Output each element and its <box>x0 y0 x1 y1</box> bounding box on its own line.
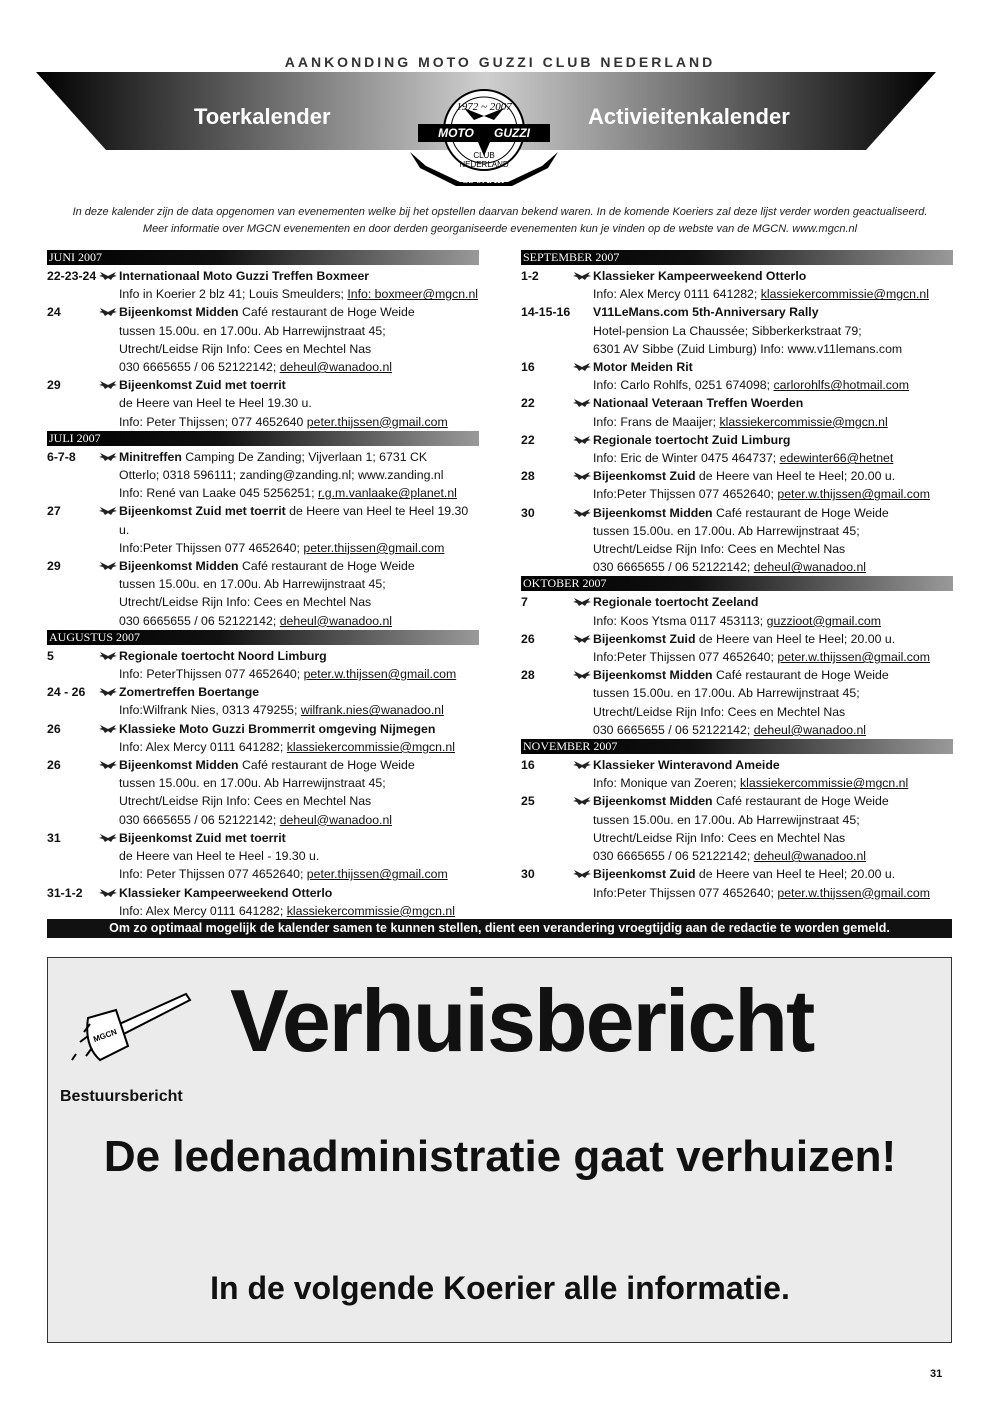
event-info-line <box>119 738 479 756</box>
event-title: Zomertreffen Boertange <box>119 685 260 700</box>
info-text: 030 6665655 / 06 52122142; <box>119 360 280 375</box>
event-info-line <box>593 558 953 576</box>
event-title-line <box>593 467 953 485</box>
event-location: de Heere van Heel te Heel; 20.00 u. <box>695 631 896 646</box>
event-date: 6-7-8 <box>47 449 76 464</box>
svg-text:1972 ~ 2007: 1972 ~ 2007 <box>456 101 512 113</box>
info-text: Info: Carlo Rohlfs, 0251 674098; <box>593 378 774 393</box>
event-title-line <box>593 267 953 285</box>
contact-link[interactable]: deheul@wanadoo.nl <box>753 560 867 575</box>
eagle-icon <box>99 267 119 303</box>
event-date: 24 - 26 <box>47 685 86 700</box>
eagle-icon <box>99 884 119 920</box>
event-title: Klassieker Kampeerweekend Otterlo <box>593 269 807 283</box>
event-entry <box>47 884 479 920</box>
event-date: 22 <box>521 432 535 447</box>
event-date: 29 <box>47 378 61 393</box>
event-body <box>119 502 479 557</box>
event-entry <box>47 647 479 683</box>
event-location: Café restaurant de Hoge Weide <box>712 794 889 809</box>
event-date: 27 <box>47 504 61 519</box>
event-info-line <box>593 540 953 558</box>
event-title: Klassieke Moto Guzzi Brommerrit omgeving Nijmegen <box>119 721 436 736</box>
info-text: Info: PeterThijssen 077 4652640; <box>119 667 304 682</box>
event-title-line <box>593 593 953 611</box>
info-text: Utrecht/Leidse Rijn Info: Cees en Mechtel Nas <box>119 341 372 356</box>
event-body <box>593 630 953 666</box>
svg-text:MOTO: MOTO <box>438 126 474 140</box>
event-title: Klassieker Winteravond Ameide <box>593 758 780 773</box>
event-date: 14-15-16 <box>521 305 571 320</box>
event-title: Nationaal Veteraan Treffen Woerden <box>593 396 804 411</box>
eagle-icon <box>573 792 593 865</box>
event-info-line <box>119 665 479 683</box>
event-info-line <box>119 285 479 303</box>
event-entry <box>521 865 953 901</box>
contact-link[interactable]: klassiekercommissie@mgcn.nl <box>760 287 930 302</box>
eagle-icon <box>99 756 119 829</box>
eagle-icon <box>573 865 593 901</box>
intro-text <box>40 204 960 238</box>
event-location: de Heere van Heel te Heel; 20.00 u. <box>695 469 896 484</box>
contact-link[interactable]: peter.w.thijssen@gmail.com <box>777 487 930 502</box>
event-info-line <box>593 485 953 503</box>
event-title: Bijeenkomst Zuid met toerrit <box>119 378 286 393</box>
event-location: Café restaurant de Hoge Weide <box>238 758 415 773</box>
contact-link[interactable]: r.g.m.vanlaake@planet.nl <box>317 486 457 501</box>
info-text: Info:Peter Thijssen 077 4652640; <box>119 540 304 555</box>
event-info-line <box>119 701 479 719</box>
event-body <box>119 557 479 630</box>
event-body <box>593 865 953 901</box>
event-info-line <box>593 340 953 358</box>
eagle-icon <box>573 267 593 303</box>
info-text: Info in Koerier 2 blz 41; Louis Smeulders; <box>119 287 348 302</box>
event-info-line <box>119 484 479 502</box>
info-text: Info:Peter Thijssen 077 4652640; <box>593 650 778 665</box>
contact-link[interactable]: deheul@wanadoo.nl <box>753 722 867 737</box>
event-title: Bijeenkomst Midden <box>593 505 713 520</box>
event-title-line <box>593 504 953 522</box>
eagle-icon <box>99 376 119 431</box>
icon-spacer <box>573 303 593 358</box>
event-info-line <box>593 703 953 721</box>
event-title: Motor Meiden Rit <box>593 360 693 375</box>
event-body <box>119 376 479 431</box>
svg-text:MGCN: MGCN <box>92 1027 119 1045</box>
event-date: 31 <box>47 830 61 845</box>
event-date: 28 <box>521 469 535 484</box>
page-heading: AANKONDING MOTO GUZZI CLUB NEDERLAND <box>284 54 716 70</box>
event-body <box>593 431 953 467</box>
contact-link[interactable]: klassiekercommissie@mgcn.nl <box>739 776 909 791</box>
event-body <box>119 829 479 884</box>
event-title: Bijeenkomst Midden <box>119 305 239 320</box>
contact-link[interactable]: peter.w.thijssen@gmail.com <box>777 885 930 900</box>
event-title-line <box>593 666 953 684</box>
contact-link[interactable]: guzzioot@gmail.com <box>766 613 881 628</box>
info-text: 030 6665655 / 06 52122142; <box>119 613 280 628</box>
event-title-line <box>119 303 479 321</box>
eagle-icon <box>99 720 119 756</box>
event-title-line <box>119 756 479 774</box>
event-entry <box>521 792 953 865</box>
club-logo <box>404 86 564 190</box>
eagle-icon <box>573 593 593 629</box>
event-body <box>593 666 953 739</box>
event-title: Bijeenkomst Zuid met toerrit <box>119 504 286 519</box>
event-title: Bijeenkomst Midden <box>593 668 713 683</box>
event-title: Bijeenkomst Zuid <box>593 631 696 646</box>
event-info-line <box>119 792 479 810</box>
event-body <box>593 358 953 394</box>
month-header: JUNI 2007 <box>47 250 479 265</box>
event-info-line <box>593 449 953 467</box>
event-info-line <box>593 684 953 702</box>
event-location: de Heere van Heel te Heel 19.30 u. <box>119 504 469 537</box>
event-date: 22 <box>521 396 535 411</box>
event-info-line <box>593 847 953 865</box>
event-title: Internationaal Moto Guzzi Treffen Boxmeer <box>119 269 370 283</box>
event-entry <box>521 303 953 358</box>
event-title-line <box>593 303 953 321</box>
info-text: tussen 15.00u. en 17.00u. Ab Harrewijnstraat 45; <box>119 323 386 338</box>
eagle-icon <box>573 394 593 430</box>
event-info-line <box>119 539 479 557</box>
info-text: 030 6665655 / 06 52122142; <box>119 812 280 827</box>
info-text: Info: Koos Ytsma 0117 453113; <box>593 613 767 628</box>
event-info-line <box>119 865 479 883</box>
info-text: 030 6665655 / 06 52122142; <box>593 722 754 737</box>
info-text: Info: Alex Mercy 0111 641282; <box>593 287 761 302</box>
info-text: 030 6665655 / 06 52122142; <box>593 849 754 864</box>
event-date: 1-2 <box>521 269 539 283</box>
contact-link[interactable]: peter.thijssen@gmail.com <box>303 540 445 555</box>
event-entry <box>47 303 479 376</box>
info-text: Info: Eric de Winter 0475 464737; <box>593 451 780 466</box>
event-location: Café restaurant de Hoge Weide <box>238 305 415 320</box>
info-text: Info:Peter Thijssen 077 4652640; <box>593 885 778 900</box>
event-body <box>119 303 479 376</box>
event-info-line <box>593 376 953 394</box>
event-location: Café restaurant de Hoge Weide <box>712 668 889 683</box>
contact-link[interactable]: deheul@wanadoo.nl <box>279 360 393 375</box>
info-text: tussen 15.00u. en 17.00u. Ab Harrewijnstraat 45; <box>593 812 860 827</box>
event-title: Bijeenkomst Zuid <box>593 867 696 882</box>
info-text: Utrecht/Leidse Rijn Info: Cees en Mechtel Nas <box>119 794 372 809</box>
info-text: Info: Peter Thijssen 077 4652640; <box>119 867 307 882</box>
event-info-line <box>119 774 479 792</box>
event-title-line <box>119 884 479 902</box>
event-title-line <box>119 502 479 538</box>
event-body <box>593 394 953 430</box>
event-body <box>593 267 953 303</box>
event-entry <box>47 756 479 829</box>
contact-link[interactable]: carlorohlfs@hotmail.com <box>773 378 909 393</box>
contact-link[interactable]: klassiekercommissie@mgcn.nl <box>719 414 888 429</box>
info-text: 030 6665655 / 06 52122142; <box>593 560 754 575</box>
info-text: Utrecht/Leidse Rijn Info: Cees en Mechtel Nas <box>119 595 372 610</box>
info-text: Otterlo; 0318 596111; zanding@zanding.nl; www.zanding.nl <box>119 468 444 483</box>
announcement-category: Bestuursbericht <box>60 1088 183 1105</box>
announcement-heading: Verhuisbericht <box>230 971 814 1070</box>
eagle-icon <box>573 630 593 666</box>
event-date: 16 <box>521 758 535 773</box>
contact-link[interactable]: klassiekercommissie@mgcn.nl <box>286 739 456 754</box>
contact-link[interactable]: Info: boxmeer@mgcn.nl <box>347 287 479 302</box>
event-body <box>119 683 479 719</box>
event-title-line <box>593 394 953 412</box>
event-entry <box>521 358 953 394</box>
event-info-line <box>119 413 479 431</box>
event-body <box>593 303 953 358</box>
event-info-line <box>119 575 479 593</box>
eagle-icon <box>99 448 119 503</box>
event-date: 16 <box>521 360 535 375</box>
event-info-line <box>593 322 953 340</box>
event-title: Bijeenkomst Midden <box>119 758 239 773</box>
event-date: 22-23-24 <box>47 269 97 283</box>
intro-line-1: In deze kalender zijn de data opgenomen van evenementen welke bij het opstellen daarvan bekend waren. In de komende Koeriers zal deze lijst verder worden geactualiseerd. <box>72 206 928 218</box>
event-title-line <box>119 557 479 575</box>
event-title-line <box>593 865 953 883</box>
eagle-icon <box>573 431 593 467</box>
info-text: tussen 15.00u. en 17.00u. Ab Harrewijnstraat 45; <box>593 686 860 701</box>
event-info-line <box>119 340 479 358</box>
info-text: Info: René van Laake 045 5256251; <box>119 486 318 501</box>
event-date: 24 <box>47 305 61 320</box>
info-text: Info: Monique van Zoeren; <box>593 776 740 791</box>
info-text: Info: Alex Mercy 0111 641282; <box>119 739 287 754</box>
eagle-icon <box>99 829 119 884</box>
event-info-line <box>593 884 953 902</box>
month-header: JULI 2007 <box>47 431 479 446</box>
info-text: Info:Peter Thijssen 077 4652640; <box>593 487 778 502</box>
event-date: 26 <box>521 631 535 646</box>
event-title-line <box>119 647 479 665</box>
info-text: de Heere van Heel te Heel 19.30 u. <box>119 396 312 411</box>
contact-link[interactable]: peter.thijssen@gmail.com <box>306 867 448 882</box>
event-body <box>119 267 479 303</box>
eagle-icon <box>573 504 593 577</box>
event-title: Regionale toertocht Zeeland <box>593 595 759 610</box>
toerkalender-title: Toerkalender <box>194 104 331 129</box>
axe-icon <box>66 990 192 1082</box>
event-title: Bijeenkomst Zuid <box>593 469 696 484</box>
event-entry <box>47 683 479 719</box>
contact-link[interactable]: edewinter66@hetnet <box>779 451 894 466</box>
event-date: 29 <box>47 559 61 574</box>
event-entry <box>521 593 953 629</box>
event-body <box>119 884 479 920</box>
event-body <box>119 756 479 829</box>
event-info-line <box>593 413 953 431</box>
event-date: 30 <box>521 867 535 882</box>
event-title: Bijeenkomst Midden <box>593 794 713 809</box>
event-entry <box>47 502 479 557</box>
event-info-line <box>593 721 953 739</box>
contact-link[interactable]: peter.thijssen@gmail.com <box>306 414 448 429</box>
event-body <box>593 467 953 503</box>
svg-text:CLUB: CLUB <box>473 151 495 160</box>
eagle-icon <box>573 467 593 503</box>
event-title-line <box>593 756 953 774</box>
event-date: 31-1-2 <box>47 885 83 900</box>
info-text: tussen 15.00u. en 17.00u. Ab Harrewijnstraat 45; <box>119 776 386 791</box>
event-date: 30 <box>521 505 535 520</box>
calendar-right-column <box>521 250 953 902</box>
activiteitenkalender-title: Activieitenkalender <box>588 104 790 129</box>
event-info-line <box>119 394 479 412</box>
event-body <box>593 792 953 865</box>
info-text: Utrecht/Leidse Rijn Info: Cees en Mechtel Nas <box>593 830 846 845</box>
event-info-line <box>119 466 479 484</box>
intro-line-2: Meer informatie over MGCN evenementen en door derden georganiseerde evenementen kun je vinden op de webste van de MGCN. www.mgcn.nl <box>142 223 858 235</box>
event-title: Bijeenkomst Zuid met toerrit <box>119 830 286 845</box>
event-info-line <box>593 774 953 792</box>
event-title-line <box>119 376 479 394</box>
event-title: Bijeenkomst Midden <box>119 559 239 574</box>
event-info-line <box>119 811 479 829</box>
month-header: AUGUSTUS 2007 <box>47 630 479 645</box>
contact-link[interactable]: wilfrank.nies@wanadoo.nl <box>300 703 444 718</box>
event-info-line <box>593 612 953 630</box>
contact-link[interactable]: deheul@wanadoo.nl <box>279 613 393 628</box>
event-entry <box>47 557 479 630</box>
info-text: 6301 AV Sibbe (Zuid Limburg) Info: www.v11lemans.com <box>593 341 903 356</box>
event-location: de Heere van Heel te Heel; 20.00 u. <box>695 867 896 882</box>
event-body <box>593 593 953 629</box>
event-title-line <box>119 720 479 738</box>
event-title: V11LeMans.com 5th-Anniversary Rally <box>593 305 819 320</box>
info-text: tussen 15.00u. en 17.00u. Ab Harrewijnstraat 45; <box>593 523 860 538</box>
svg-text:GUZZI: GUZZI <box>494 126 530 140</box>
eagle-icon <box>99 647 119 683</box>
contact-link[interactable]: peter.w.thijssen@gmail.com <box>303 667 457 682</box>
event-date: 25 <box>521 794 535 809</box>
event-info-line <box>593 285 953 303</box>
contact-link[interactable]: peter.w.thijssen@gmail.com <box>777 650 930 665</box>
contact-link[interactable]: deheul@wanadoo.nl <box>753 849 867 864</box>
info-text: Info: Alex Mercy 0111 641282; <box>119 903 287 918</box>
event-location: Café restaurant de Hoge Weide <box>712 505 889 520</box>
event-info-line <box>119 593 479 611</box>
info-text: tussen 15.00u. en 17.00u. Ab Harrewijnstraat 45; <box>119 577 386 592</box>
event-body <box>119 448 479 503</box>
info-text: Info: Frans de Maaijer; <box>593 414 720 429</box>
event-entry <box>47 720 479 756</box>
event-date: 26 <box>47 721 61 736</box>
event-info-line <box>119 358 479 376</box>
announcement-subline: In de volgende Koerier alle informatie. <box>210 1270 790 1306</box>
event-entry <box>521 756 953 792</box>
event-title: Klassieker Kampeerweekend Otterlo <box>119 885 333 900</box>
event-entry <box>521 431 953 467</box>
notice-bar: Om zo optimaal mogelijk de kalender samen te kunnen stellen, dient een verandering vroegtijdig aan de redactie te worden gemeld. <box>47 919 952 938</box>
event-entry <box>521 630 953 666</box>
eagle-icon <box>99 683 119 719</box>
eagle-icon <box>99 303 119 376</box>
event-title-line <box>593 358 953 376</box>
event-entry <box>521 666 953 739</box>
event-entry <box>521 467 953 503</box>
event-info-line <box>119 322 479 340</box>
info-text: Utrecht/Leidse Rijn Info: Cees en Mechtel Nas <box>593 704 846 719</box>
eagle-icon <box>573 666 593 739</box>
info-text: de Heere van Heel te Heel - 19.30 u. <box>119 849 320 864</box>
event-date: 7 <box>521 595 528 610</box>
event-title-line <box>119 683 479 701</box>
info-text: Info: Peter Thijssen; 077 4652640 <box>119 414 307 429</box>
event-date: 28 <box>521 668 535 683</box>
contact-link[interactable]: klassiekercommissie@mgcn.nl <box>286 903 456 918</box>
event-body <box>593 504 953 577</box>
calendar-left-column <box>47 250 479 920</box>
contact-link[interactable]: deheul@wanadoo.nl <box>279 812 393 827</box>
page-number: 31 <box>930 1368 943 1380</box>
announcement-headline: De ledenadministratie gaat verhuizen! <box>103 1132 897 1181</box>
event-title-line <box>119 829 479 847</box>
event-location: Camping De Zanding; Vijverlaan 1; 6731 CK <box>181 449 428 464</box>
event-info-line <box>593 648 953 666</box>
event-entry <box>521 504 953 577</box>
event-info-line <box>593 811 953 829</box>
eagle-icon <box>573 756 593 792</box>
event-title-line <box>593 792 953 810</box>
event-entry <box>47 448 479 503</box>
event-title-line <box>593 630 953 648</box>
event-entry <box>47 376 479 431</box>
event-location: Café restaurant de Hoge Weide <box>238 559 415 574</box>
event-info-line <box>119 612 479 630</box>
event-title: Regionale toertocht Noord Limburg <box>119 648 327 663</box>
month-header: SEPTEMBER 2007 <box>521 250 953 265</box>
event-entry <box>521 394 953 430</box>
event-body <box>593 756 953 792</box>
event-date: 5 <box>47 648 54 663</box>
event-info-line <box>593 522 953 540</box>
svg-text:NEDERLAND: NEDERLAND <box>459 160 509 169</box>
event-title: Regionale toertocht Zuid Limburg <box>593 432 791 447</box>
month-header: OKTOBER 2007 <box>521 576 953 591</box>
event-entry <box>521 267 953 303</box>
event-info-line <box>119 847 479 865</box>
event-body <box>119 720 479 756</box>
eagle-icon <box>99 502 119 557</box>
month-header: NOVEMBER 2007 <box>521 739 953 754</box>
eagle-icon <box>99 557 119 630</box>
event-entry <box>47 267 479 303</box>
event-body <box>119 647 479 683</box>
event-title: Minitreffen <box>119 449 182 464</box>
event-entry <box>47 829 479 884</box>
event-title-line <box>119 448 479 466</box>
info-text: Utrecht/Leidse Rijn Info: Cees en Mechtel Nas <box>593 542 846 557</box>
event-title-line <box>593 431 953 449</box>
event-info-line <box>593 829 953 847</box>
info-text: Hotel-pension La Chaussée; Sibberkerkstraat 79; <box>593 323 862 338</box>
eagle-icon <box>573 358 593 394</box>
event-date: 26 <box>47 758 61 773</box>
event-title-line <box>119 267 479 285</box>
svg-text:35 JAAR: 35 JAAR <box>463 174 505 186</box>
info-text: Info:Wilfrank Nies, 0313 479255; <box>119 703 301 718</box>
event-info-line <box>119 902 479 920</box>
